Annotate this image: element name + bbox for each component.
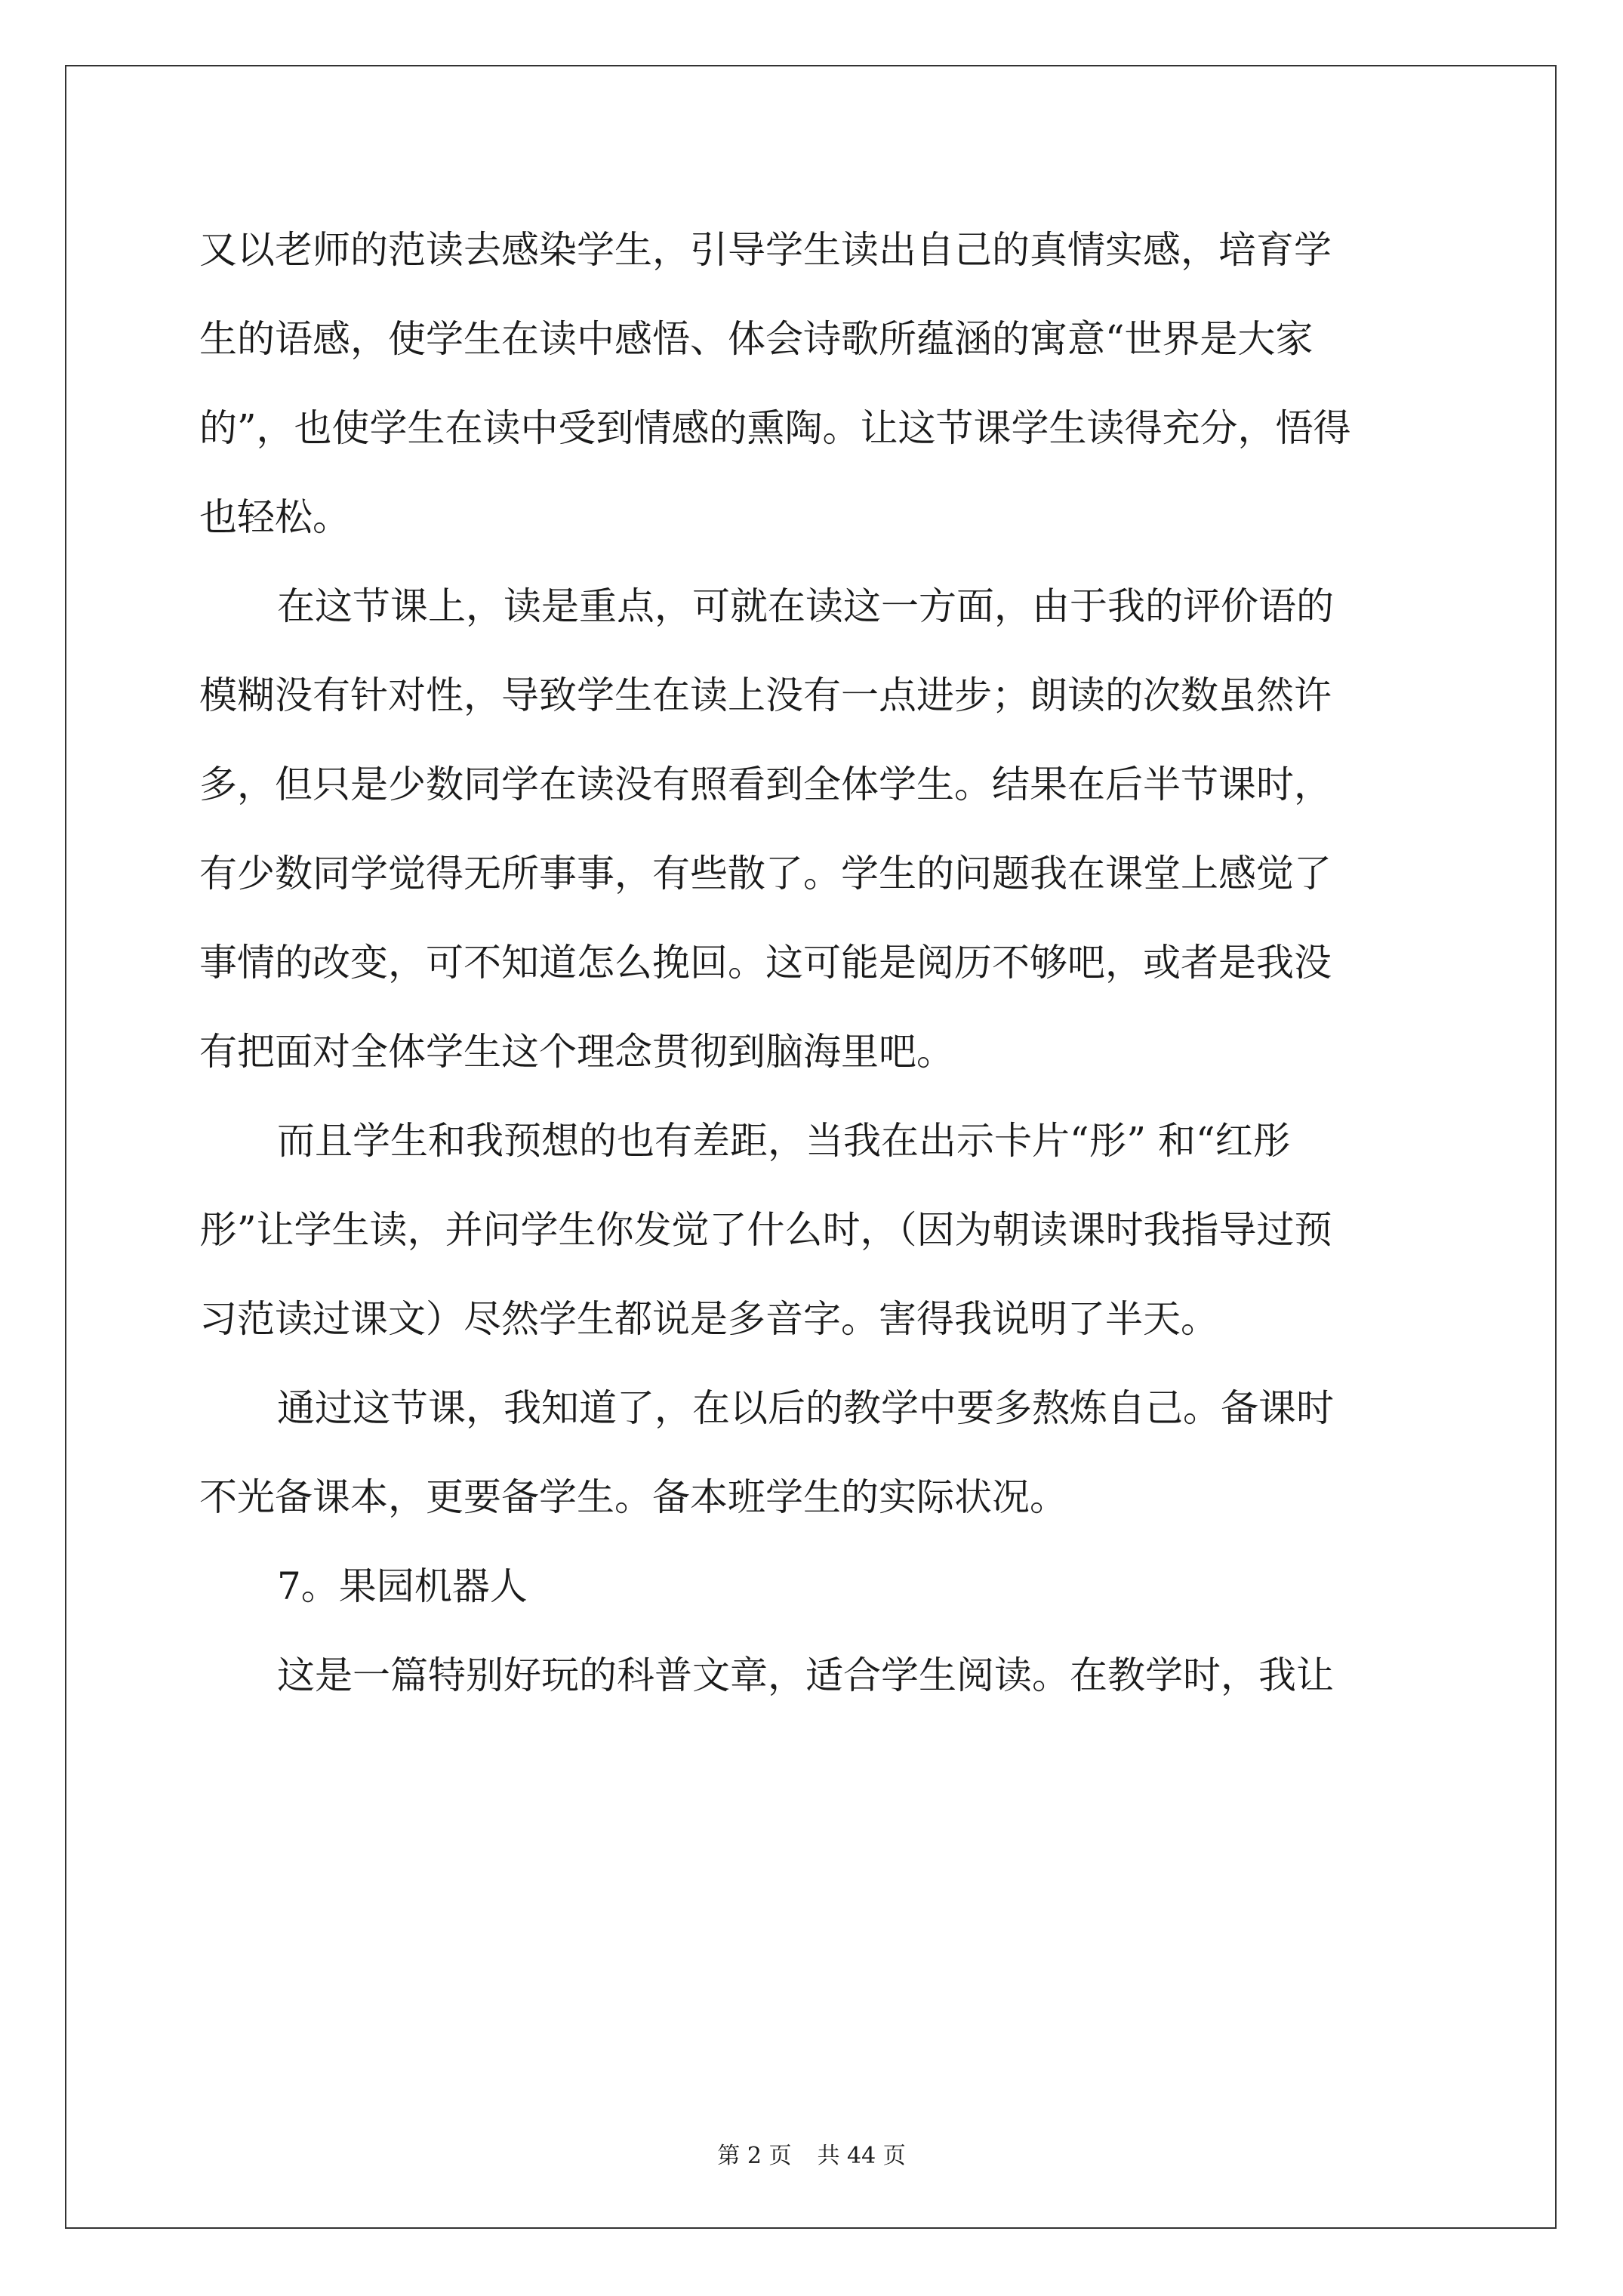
document-body — [199, 205, 1424, 1720]
text-line: 模糊没有针对性，导致学生在读上没有一点进步；朗读的次数虽然许 — [199, 673, 1332, 717]
text-line: 彤”让学生读，并问学生你发觉了什么时，（因为朝读课时我指导过预 — [199, 1208, 1332, 1252]
text-line: 通过这节课，我知道了，在以后的教学中要多熬炼自己。备课时 — [277, 1386, 1334, 1430]
text-line: 生的语感，使学生在读中感悟、体会诗歌所蕴涵的寓意“世界是大家 — [199, 317, 1313, 361]
text-line: 有少数同学觉得无所事事，有些散了。学生的问题我在课堂上感觉了 — [199, 852, 1332, 895]
text-line: 这是一篇特别好玩的科普文章，适合学生阅读。在教学时，我让 — [277, 1653, 1334, 1697]
text-line: 多，但只是少数同学在读没有照看到全体学生。结果在后半节课时， — [199, 763, 1332, 806]
page-number: 第 2 页 — [717, 2143, 792, 2169]
text-line: 事情的改变，可不知道怎么挽回。这可能是阅历不够吧，或者是我没 — [199, 941, 1332, 985]
text-line: 也轻松。 — [199, 495, 350, 539]
page-footer — [0, 2141, 1623, 2171]
section-heading: 7。果园机器人 — [277, 1564, 528, 1608]
page-total: 共 44 页 — [817, 2143, 906, 2169]
text-line: 的”，也使学生在读中受到情感的熏陶。让这节课学生读得充分，悟得 — [199, 406, 1351, 450]
text-line: 习范读过课文）尽然学生都说是多音字。害得我说明了半天。 — [199, 1297, 1218, 1341]
text-line: 在这节课上，读是重点，可就在读这一方面，由于我的评价语的 — [277, 584, 1334, 628]
text-line: 而且学生和我预想的也有差距，当我在出示卡片“彤” 和“红彤 — [277, 1119, 1291, 1163]
text-line: 有把面对全体学生这个理念贯彻到脑海里吧。 — [199, 1030, 954, 1074]
text-line: 又以老师的范读去感染学生，引导学生读出自己的真情实感，培育学 — [199, 228, 1332, 272]
text-line: 不光备课本，更要备学生。备本班学生的实际状况。 — [199, 1475, 1067, 1519]
